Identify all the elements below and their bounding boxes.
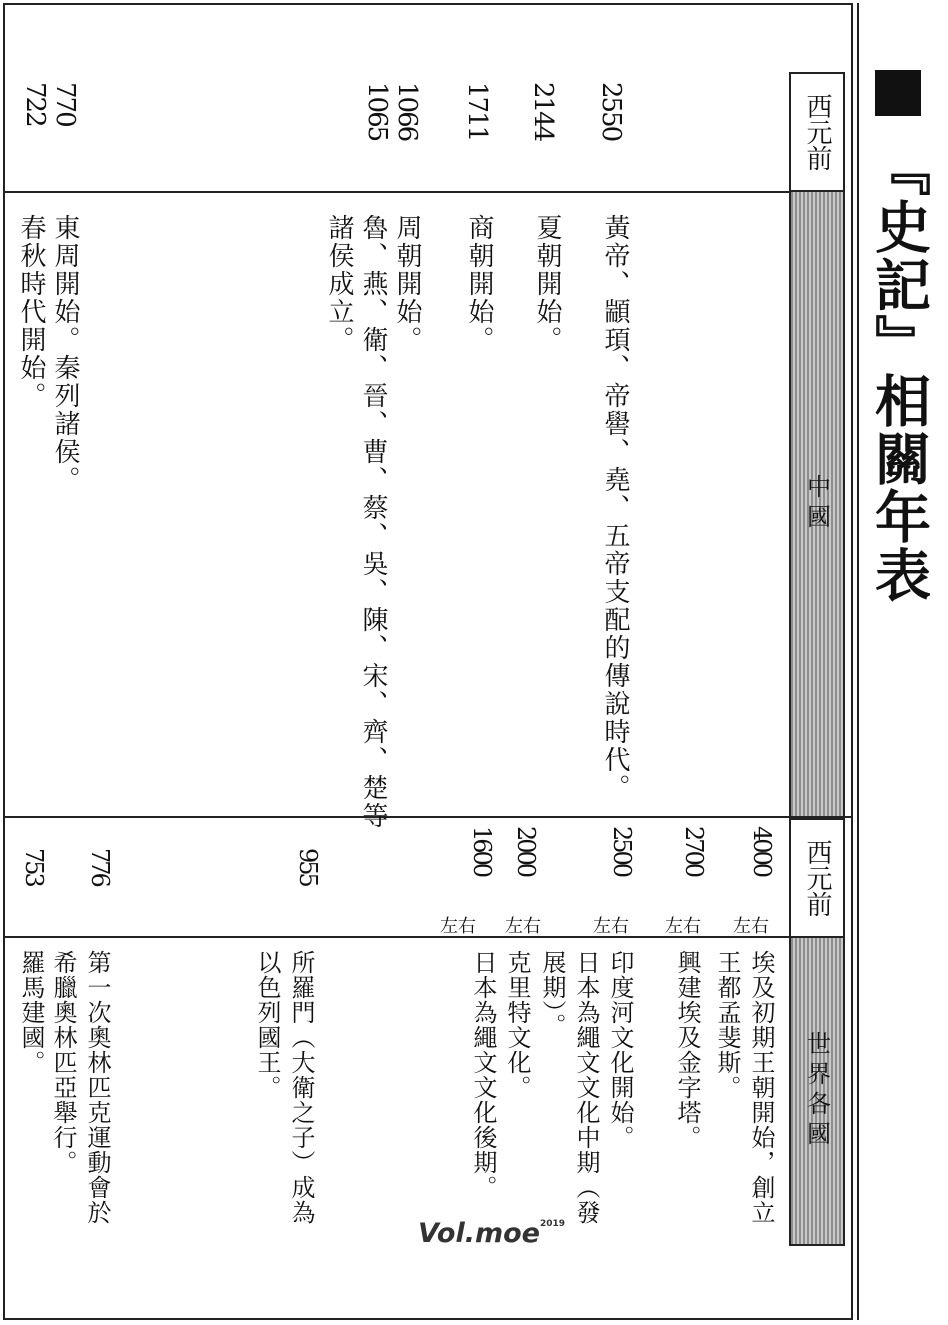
world-entry-6: 第一次奧林匹克運動會於 希臘奧林匹亞舉行。 xyxy=(49,950,111,1225)
world-entry-4: 日本為繩文文化後期。 xyxy=(469,950,497,1200)
watermark xyxy=(418,1218,565,1249)
china-year-0: 2550 xyxy=(596,82,626,141)
world-approx-0: 左右 xyxy=(733,916,769,937)
china-entry-0: 黃帝、顓頊、帝嚳、堯、五帝支配的傳說時代。 xyxy=(600,214,630,802)
world-entry-2: 印度河文化開始。 日本為繩文文化中期（發 展期）。 xyxy=(538,950,634,1225)
world-year-0: 4000 xyxy=(748,826,776,876)
world-entry-1: 興建埃及金字塔。 xyxy=(673,950,701,1150)
world-year-7: 753 xyxy=(20,848,48,885)
world-year-1: 2700 xyxy=(680,826,708,876)
china-entry-1: 夏朝開始。 xyxy=(532,214,562,354)
china-entry-4: 東周開始。秦列諸侯。 春秋時代開始。 xyxy=(16,214,80,494)
china-year-3: 1066 1065 xyxy=(362,82,422,141)
world-year-6: 776 xyxy=(86,848,114,885)
watermark-text: Vol.moe xyxy=(418,1218,540,1249)
world-year-3: 2000 xyxy=(512,826,540,876)
world-entry-3: 克里特文化。 xyxy=(503,950,531,1100)
world-era-header: 西元前 xyxy=(789,818,845,938)
china-region-band: 中國 xyxy=(789,190,845,818)
china-year-2: 1711 xyxy=(462,82,492,141)
china-header-rule xyxy=(3,191,789,193)
outer-right-rule xyxy=(857,3,859,1320)
section-divider-rule xyxy=(3,816,853,818)
world-year-5: 955 xyxy=(294,848,322,885)
world-approx-3: 左右 xyxy=(505,916,541,937)
world-approx-4: 左右 xyxy=(440,916,476,937)
china-era-header: 西元前 xyxy=(789,72,845,192)
world-entry-5: 所羅門（大衛之子）成為 以色列國王。 xyxy=(253,950,315,1225)
world-approx-2: 左右 xyxy=(593,916,629,937)
china-year-1: 2144 xyxy=(528,82,558,141)
china-entry-2: 商朝開始。 xyxy=(464,214,494,354)
world-entry-0: 埃及初期王朝開始，創立 王都孟斐斯。 xyxy=(713,950,775,1225)
china-entry-3: 周朝開始。 魯、燕、衛、晉、曹、蔡、吳、陳、宋、齊、楚等 諸侯成立。 xyxy=(324,214,422,830)
page-title: 『史記』相關年表 xyxy=(866,140,931,604)
world-region-band: 世界各國 xyxy=(789,936,845,1246)
world-entry-7: 羅馬建國。 xyxy=(17,950,45,1075)
world-approx-1: 左右 xyxy=(665,916,701,937)
watermark-year: 2019 xyxy=(540,1219,566,1229)
title-square-icon xyxy=(875,70,921,116)
world-year-2: 2500 xyxy=(608,826,636,876)
china-year-4: 770 722 xyxy=(20,82,80,126)
world-year-4: 1600 xyxy=(468,826,496,876)
